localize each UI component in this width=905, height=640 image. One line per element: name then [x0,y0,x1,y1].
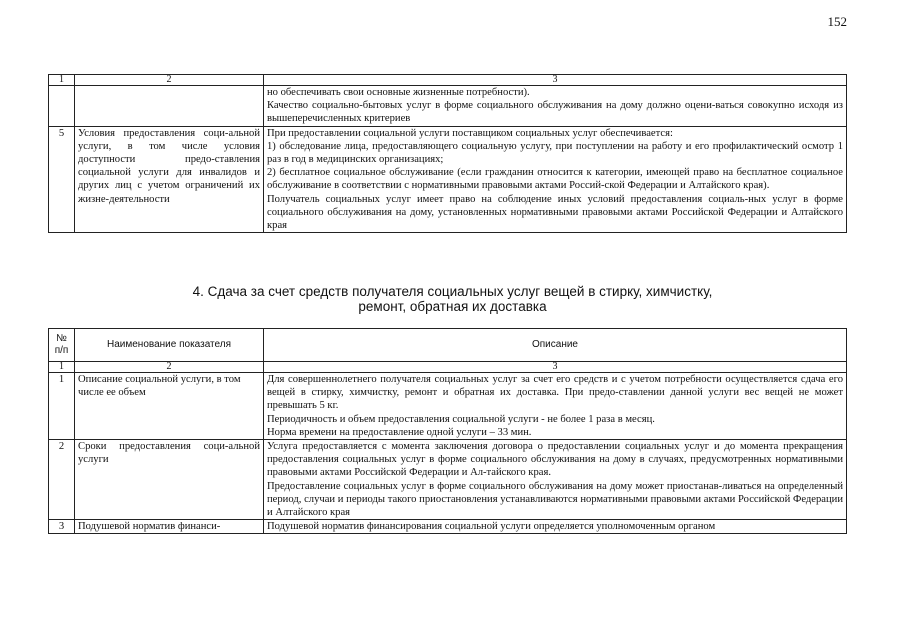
table-row [49,126,847,233]
row-number [49,86,75,127]
indicator-description [264,86,847,127]
laundry-service-table [48,328,847,534]
table-row [49,440,847,520]
description-paragraph: 2) бесплатное социальное обслуживание (если гражданин относится к категории, имеющей право на бесплатное социальное обслуживание в соответствии с нормативными правовыми актами Россий-ской Федерации и Алтайского края). [267,167,843,192]
row-number: 5 [49,126,75,233]
services-table-continued [48,74,847,233]
indicator-description [264,373,847,440]
indicator-name: Сроки предоставления соци-альной услуги [75,440,264,520]
indicator-description [264,126,847,233]
description-paragraph: Подушевой норматив финансирования социальной услуги определяется уполномоченным органом [267,521,716,533]
column-header-number: № п/п [49,329,75,362]
description-paragraph: Качество социально-бытовых услуг в форме социального обслуживания на дому должно оцени-ваться совокупно исходя из вышеперечисленных критериев [267,100,843,125]
page-number: 152 [827,14,847,29]
indicator-name: Описание социальной услуги, в том числе ее объем [75,373,264,440]
description-paragraph: Услуга предоставляется с момента заключения договора о предоставлении социальных услуг и до момента прекращения предоставления социальных услуг в форме социального обслуживания на дому в случаях, предусмотренных нормативными правовыми актами Российской Федерации и Ал-тайского края. [267,441,843,479]
column-index: 2 [75,362,264,373]
table-row [49,86,847,127]
description-paragraph: Для совершеннолетнего получателя социальных услуг за счет его средств и с учетом потребности осуществляется сдача его вещей в стирку, химчистку, ремонт и обратная их доставка. При предо-ставлении данной услуги вес вещей не может превышать 5 кг. [267,374,843,412]
column-index-row [49,75,847,86]
description-paragraph: Периодичность и объем предоставления социальной услуги - не более 1 раза в месяц. [267,413,655,425]
description-paragraph: 1) обследование лица, предоставляющего социальную услугу, при поступлении на работу и его профилактический осмотр 1 раз в год в медицинских организациях; [267,140,843,166]
row-number: 2 [49,440,75,520]
column-index: 1 [49,75,75,86]
section-title-line: ремонт, обратная их доставка [358,299,547,314]
description-paragraph: но обеспечивать свои основные жизненные потребности). [267,87,530,98]
table-row [49,520,847,534]
table-row [49,373,847,440]
description-paragraph: При предоставлении социальной услуги поставщиком социальных услуг обеспечивается: [267,127,673,139]
column-index: 3 [264,362,847,373]
column-index: 2 [75,75,264,86]
indicator-description [264,440,847,520]
column-index-row [49,362,847,373]
column-index: 1 [49,362,75,373]
header-row [49,329,847,362]
column-header-name: Наименование показателя [75,329,264,362]
indicator-name: Подушевой норматив финанси- [75,520,264,534]
indicator-description [264,520,847,534]
column-header-description: Описание [264,329,847,362]
indicator-name: Условия предоставления соци-альной услуги, в том числе условия доступности предо-ставления социальной услуги для инвалидов и других лиц с учетом ограничений их жизне-деятельности [75,126,264,233]
column-index: 3 [264,75,847,86]
description-paragraph: Предоставление социальных услуг в форме социального обслуживания на дому может приостанав-ливаться на определенный период, случаи и периоды такого приостановления устанавливаются нормативными правовыми актами Российской Федерации и Алтайского края [267,480,843,519]
description-paragraph: Получатель социальных услуг имеет право на соблюдение иных условий предоставления социаль-ных услуг в форме социального обслуживания на дому, установленных нормативными правовыми актами Российской Федерации и Алтайского края [267,193,843,232]
row-number: 3 [49,520,75,534]
row-number: 1 [49,373,75,440]
section-title [0,284,905,314]
indicator-name [75,86,264,127]
description-paragraph: Норма времени на предоставление одной услуги – 33 мин. [267,426,532,438]
section-title-line: 4. Сдача за счет средств получателя социальных услуг вещей в стирку, химчистку, [192,284,713,299]
